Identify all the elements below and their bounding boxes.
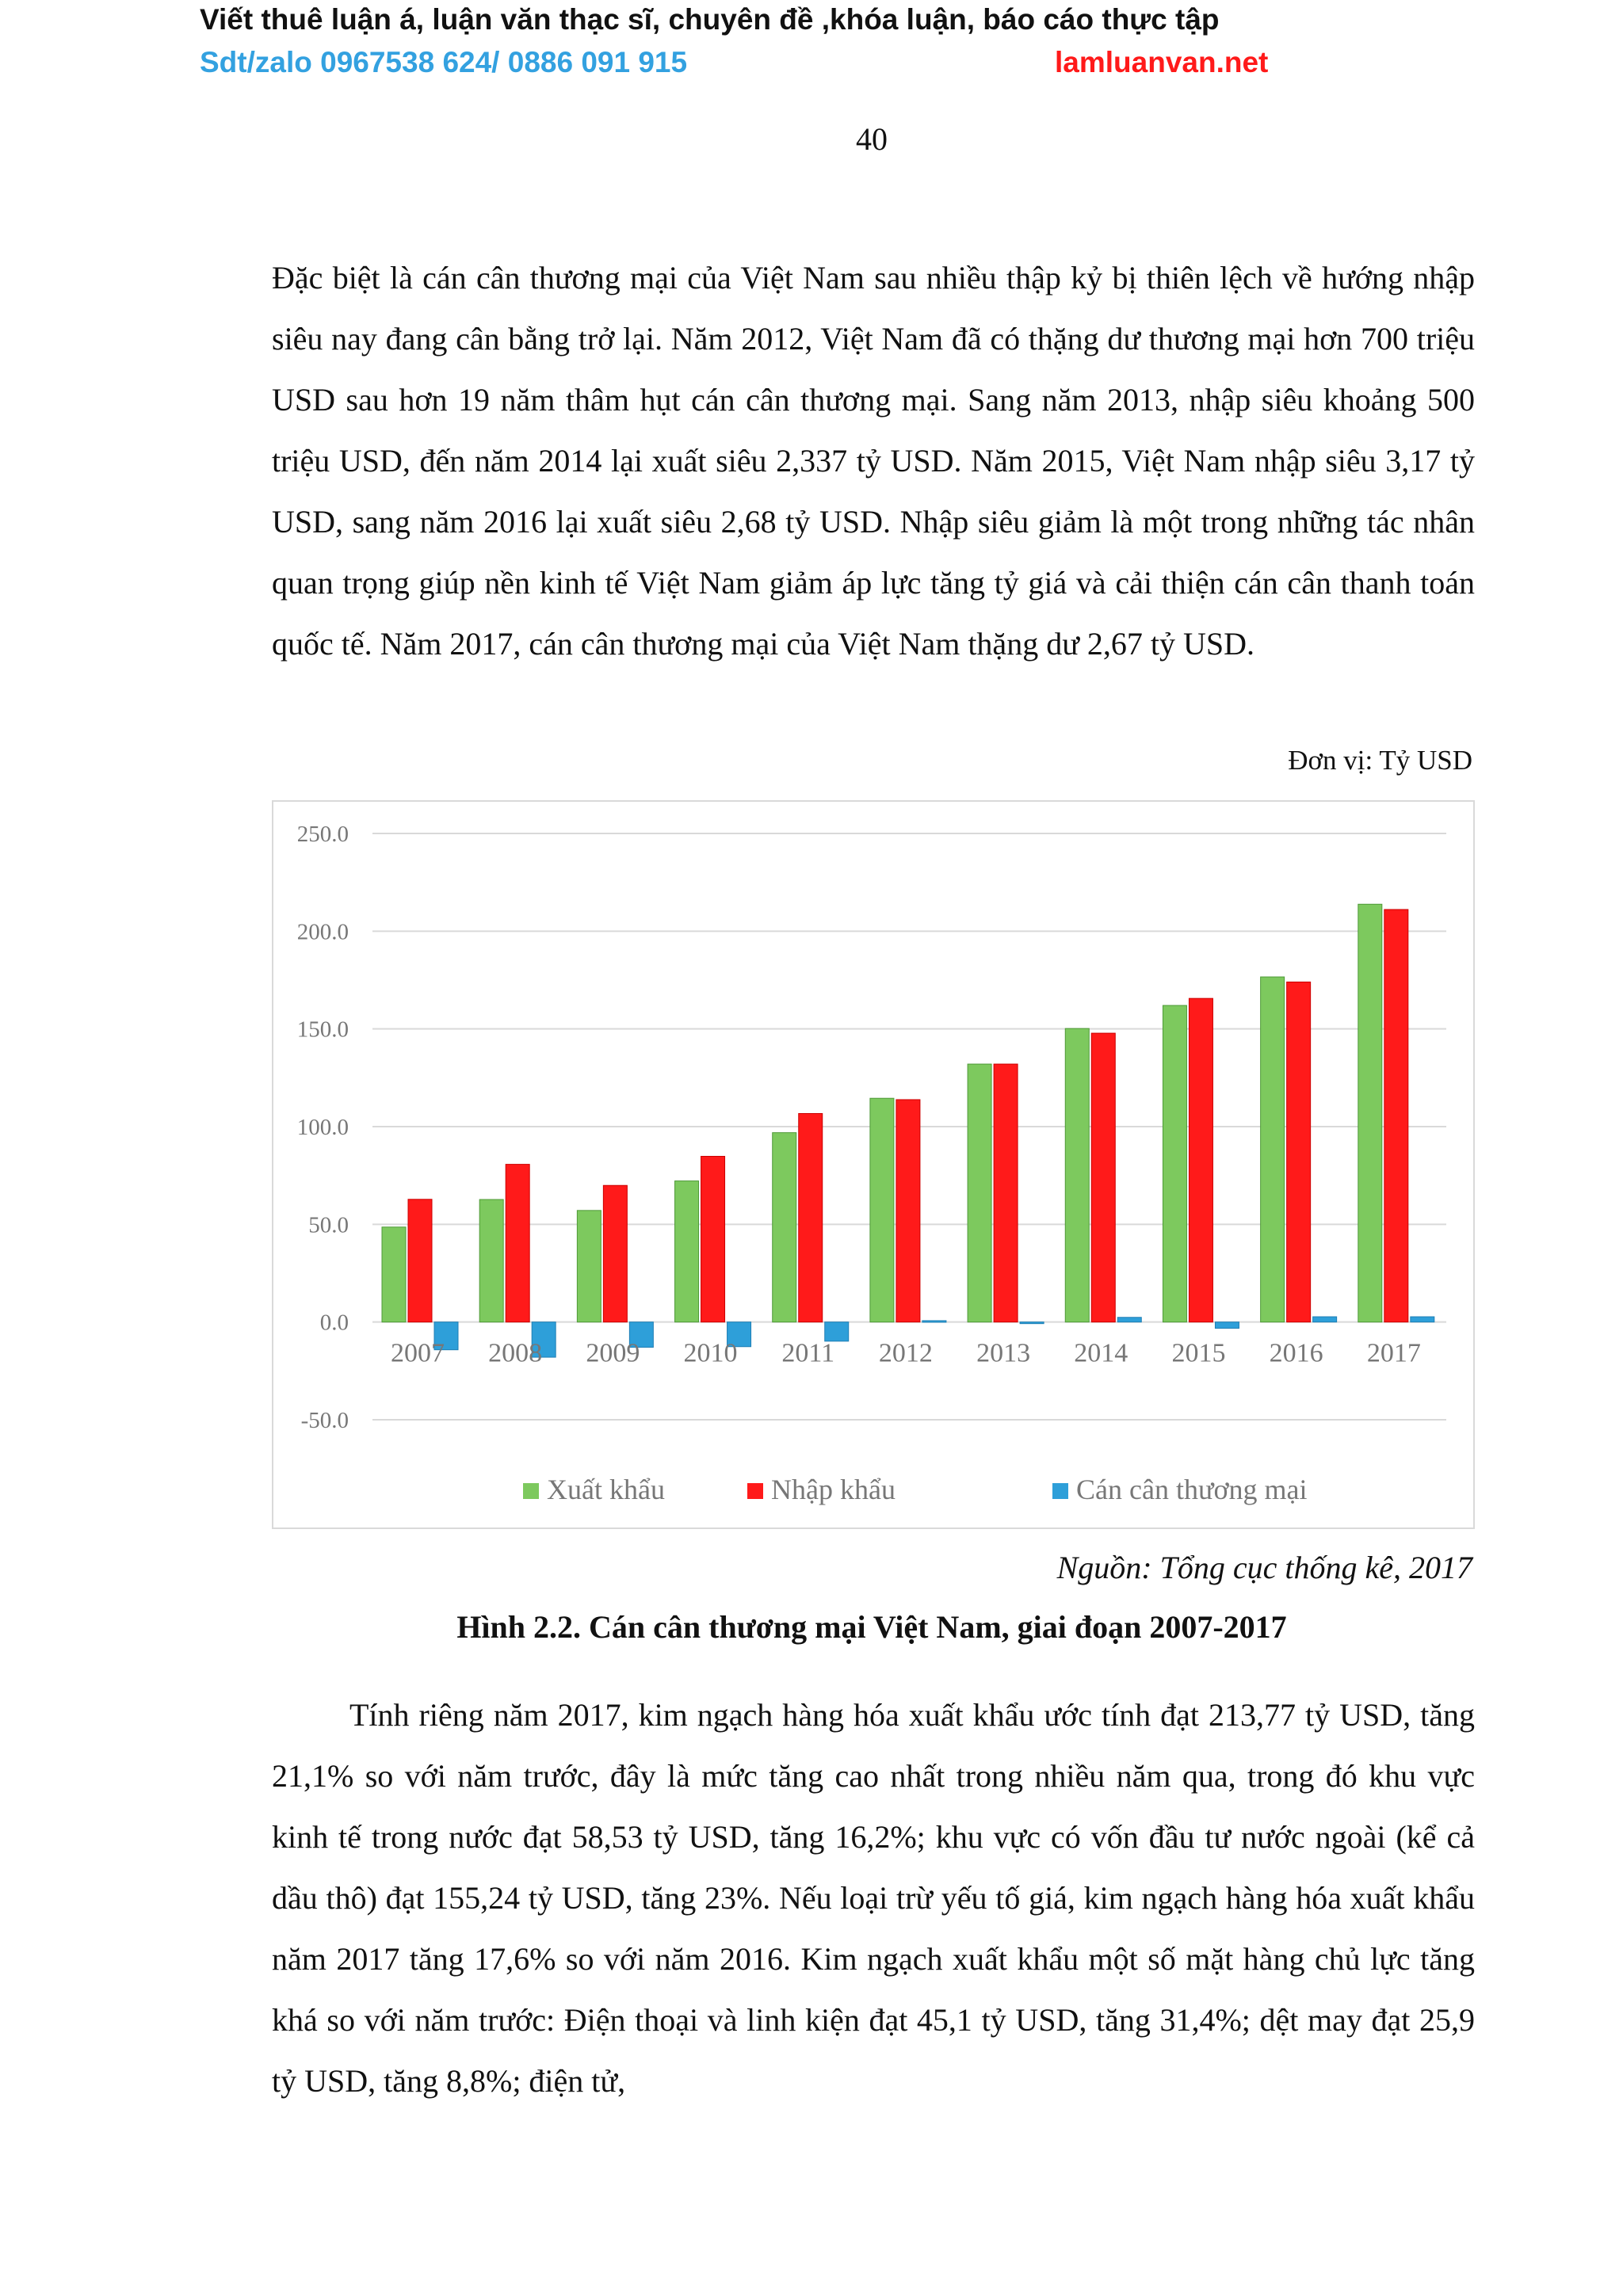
bar-import xyxy=(1091,1033,1115,1322)
bar-export xyxy=(968,1064,991,1322)
bar-import xyxy=(603,1185,627,1322)
bar-import xyxy=(1384,910,1408,1322)
x-category-label: 2012 xyxy=(878,1338,933,1368)
x-category-label: 2008 xyxy=(488,1338,543,1368)
x-category-label: 2009 xyxy=(586,1338,640,1368)
bar-balance xyxy=(1020,1322,1044,1324)
x-category-label: 2011 xyxy=(781,1338,835,1368)
chart-canvas xyxy=(273,802,1476,1531)
legend-label: Xuất khẩu xyxy=(547,1474,665,1505)
bar-export xyxy=(675,1181,699,1322)
legend-swatch xyxy=(523,1483,539,1499)
bar-export xyxy=(1261,977,1285,1322)
bar-export xyxy=(1358,904,1382,1322)
trade-balance-chart xyxy=(272,800,1475,1529)
bar-balance xyxy=(922,1321,946,1322)
legend-swatch xyxy=(747,1483,763,1499)
bar-balance xyxy=(1313,1317,1337,1322)
bar-export xyxy=(382,1227,406,1322)
x-category-label: 2014 xyxy=(1074,1338,1128,1368)
bar-import xyxy=(506,1165,529,1322)
x-category-label: 2016 xyxy=(1269,1338,1323,1368)
paragraph-exports-2017: Tính riêng năm 2017, kim ngạch hàng hóa xuất khẩu ước tính đạt 213,77 tỷ USD, tăng 21,1% so với năm trước, đây là mức tăng cao nhất trong nhiều năm qua, trong đó khu vực kinh tế trong nước đạt 58,53 tỷ USD, tăng 16,2%; khu vực có vốn đầu tư nước ngoài (kể cả dầu thô) đạt 155,24 tỷ USD, tăng 23%. Nếu loại trừ yếu tố giá, kim ngạch hàng hóa xuất khẩu năm 2017 tăng 17,6% so với năm 2016. Kim ngạch xuất khẩu một số mặt hàng chủ lực tăng khá so với năm trước: Điện thoại và linh kiện đạt 45,1 tỷ USD, tăng 31,4%; dệt may đạt 25,9 tỷ USD, tăng 8,8%; điện tử, xyxy=(272,1697,1475,2099)
bar-import xyxy=(1189,998,1212,1322)
header-contact: Sdt/zalo 0967538 624/ 0886 091 915 xyxy=(200,46,688,78)
bar-export xyxy=(479,1199,503,1322)
x-category-label: 2015 xyxy=(1171,1338,1226,1368)
y-tick-label: 250.0 xyxy=(296,822,349,847)
y-tick-label: 100.0 xyxy=(296,1115,349,1140)
bar-import xyxy=(799,1113,823,1322)
bar-balance xyxy=(1411,1317,1434,1322)
legend-swatch xyxy=(1052,1483,1068,1499)
header-service-line: Viết thuê luận á, luận văn thạc sĩ, chuyên đề ,khóa luận, báo cáo thực tập xyxy=(200,3,1220,36)
y-tick-label: -50.0 xyxy=(300,1408,349,1433)
bar-export xyxy=(577,1211,601,1322)
y-tick-label: 150.0 xyxy=(296,1016,349,1043)
x-category-label: 2013 xyxy=(976,1338,1031,1368)
figure-caption: Hình 2.2. Cán cân thương mại Việt Nam, giai đoạn 2007-2017 xyxy=(456,1609,1287,1645)
y-tick-label: 50.0 xyxy=(308,1212,349,1238)
bar-balance xyxy=(1215,1322,1239,1329)
unit-label: Đơn vị: Tỷ USD xyxy=(1288,745,1472,776)
paragraph-trade-balance: Đặc biệt là cán cân thương mại của Việt Nam sau nhiều thập kỷ bị thiên lệch về hướng nhập siêu nay đang cân bằng trở lại. Năm 2012, Việt Nam đã có thặng dư thương mại hơn 700 triệu USD sau hơn 19 năm thâm hụt cán cân thương mại. Sang năm 2013, nhập siêu khoảng 500 triệu USD, đến năm 2014 lại xuất siêu 2,337 tỷ USD. Năm 2015, Việt Nam nhập siêu 3,17 tỷ USD, sang năm 2016 lại xuất siêu 2,68 tỷ USD. Nhập siêu giảm là một trong những tác nhân quan trọng giúp nền kinh tế Việt Nam giảm áp lực tăng tỷ giá và cải thiện cán cân thanh toán quốc tế. Năm 2017, cán cân thương mại của Việt Nam thặng dư 2,67 tỷ USD. xyxy=(272,260,1475,662)
bar-balance xyxy=(1117,1318,1141,1322)
bar-import xyxy=(408,1199,432,1322)
legend-label: Cán cân thương mại xyxy=(1076,1474,1308,1505)
y-tick-label: 200.0 xyxy=(296,919,349,945)
x-category-label: 2010 xyxy=(683,1338,738,1368)
x-category-label: 2007 xyxy=(391,1338,445,1368)
bar-export xyxy=(1163,1005,1186,1322)
bar-export xyxy=(870,1098,894,1322)
legend-label: Nhập khẩu xyxy=(771,1474,896,1505)
bar-export xyxy=(773,1133,796,1322)
source-note: Nguồn: Tổng cục thống kê, 2017 xyxy=(1056,1550,1472,1585)
bar-export xyxy=(1065,1028,1089,1322)
x-category-label: 2017 xyxy=(1366,1338,1421,1368)
y-tick-label: 0.0 xyxy=(319,1310,349,1336)
bar-import xyxy=(1287,982,1311,1322)
header-site[interactable]: lamluanvan.net xyxy=(1055,46,1269,78)
bar-import xyxy=(994,1064,1018,1322)
page-number: 40 xyxy=(856,121,888,157)
bar-import xyxy=(701,1156,725,1322)
bar-import xyxy=(896,1100,920,1322)
